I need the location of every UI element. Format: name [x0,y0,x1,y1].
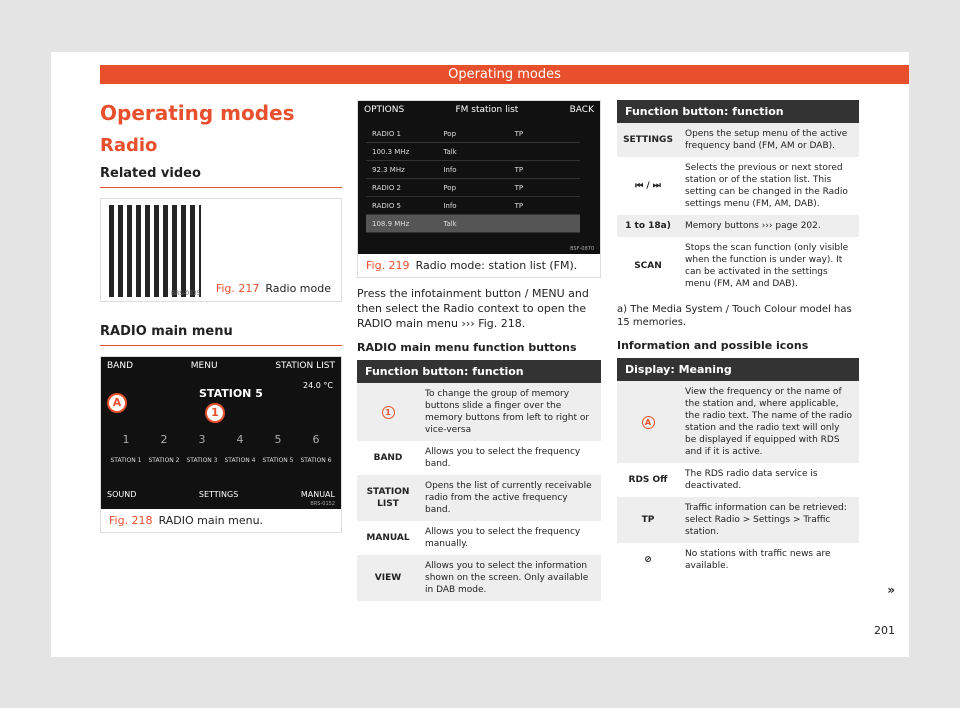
top-buttons [101,357,341,375]
display-table [617,358,859,577]
station-button[interactable]: STATION 6 [300,457,332,464]
tp: TP [514,130,524,138]
table-row [357,441,601,475]
figure-caption [216,282,331,295]
row-text: The RDS radio data service is deactivated. [685,469,818,491]
list-item[interactable] [366,215,580,233]
row-text: No stations with traffic news are available. [685,549,831,571]
function-table [357,360,601,601]
table-row [617,237,859,295]
row-text: To change the group of memory buttons slide a finger over the memory buttons from left to right or vice-versa [419,383,601,441]
table-row [617,215,859,237]
station: RADIO 1 [372,130,402,138]
sound-button[interactable]: SOUND [107,490,137,499]
list-item[interactable] [366,161,580,179]
bottom-buttons [107,490,335,499]
genre: Talk [443,220,457,228]
table-row [617,543,859,577]
list-item[interactable] [366,143,580,161]
station-button[interactable]: STATION 1 [110,457,142,464]
settings-button[interactable]: SETTINGS [198,490,239,499]
tp [509,215,580,232]
tp: TP [514,184,524,192]
row-text: View the frequency or the name of the station and, where applicable, the radio text. The name of the radio station and the radio text will only be displayed if equipped with RDS and if it is active. [679,381,859,463]
qr-code-icon[interactable] [109,205,201,297]
top-buttons [358,101,600,119]
table-row [357,383,601,441]
menu-button[interactable]: MENU [190,361,218,371]
list-item[interactable] [366,125,580,143]
table-row [617,381,859,463]
list-item[interactable] [366,179,580,197]
genre: Pop [443,130,457,138]
instruction-text: Press the infotainment button / MENU and then select the Radio context to open the RADIO main menu ››› Fig. 218. [357,287,589,330]
row-text: Opens the setup menu of the active frequency band (FM, AM or DAB). [679,123,859,157]
row-key: SCAN [634,261,662,271]
prev-next-icon: ⏮ / ⏭ [635,181,661,191]
station-name: STATION 5 [199,387,263,400]
table-row [357,475,601,521]
table-header: Display: Meaning [617,358,859,381]
genre: Info [443,202,457,210]
options-button[interactable]: OPTIONS [364,105,405,115]
row-key: TP [617,497,679,543]
table-row [617,497,859,543]
row-text: Opens the list of currently receivable radio from the active frequency band. [419,475,601,521]
row-text: Allows you to select the information shown on the screen. Only available in DAB mode. [419,555,601,601]
row-text: Allows you to select the frequency band. [425,447,581,469]
memory-stations [107,457,335,464]
row-text: Selects the previous or next stored station or of the station list. This setting can be changed in the Radio settings menu (FM, AM, DAB). [685,163,848,209]
no-traffic-icon: ⊘ [644,555,652,565]
genre: Info [443,166,457,174]
station-button[interactable]: STATION 3 [186,457,218,464]
table-row [617,463,859,497]
memory-numbers [107,433,335,446]
function-table-continued [617,100,859,295]
figure-number: Fig. 217 [215,282,260,295]
tp: TP [514,166,524,174]
row-key: VIEW [357,555,419,601]
row-text: Traffic information can be retrieved: select Radio > Settings > Traffic station. [679,497,859,543]
callout-a: A [642,416,655,429]
memory-number: 3 [198,433,206,446]
row-key: STATION LIST [357,475,419,521]
fm-list-screen [358,101,600,254]
figure-219 [357,100,601,278]
column-middle [357,100,601,601]
station: RADIO 5 [372,202,402,210]
table-row [357,555,601,601]
subtitle: Radio [100,135,158,156]
screen-title: FM station list [455,105,519,115]
table-heading: RADIO main menu function buttons [357,341,577,354]
figure-code: BRS-0152 [310,501,335,507]
station: 100.3 MHz [372,148,410,156]
station: 92.3 MHz [372,166,405,174]
page-title: Operating modes [100,101,295,125]
callout-1: 1 [205,403,225,423]
figure-218 [100,356,342,533]
temperature: 24.0 °C [303,381,333,390]
figure-217 [100,198,342,302]
table-header: Function button: function [617,100,859,123]
radio-screen [101,357,341,509]
table-row [617,123,859,157]
figure-code: BSF-0870 [570,246,594,252]
caption-text: RADIO main menu. [158,514,264,527]
row-key: MANUAL [366,533,410,543]
caption-text: Radio mode: station list (FM). [415,259,578,272]
figure-caption [358,254,600,277]
row-key: SETTINGS [617,123,679,157]
manual-button[interactable]: MANUAL [300,490,335,499]
genre: Pop [443,184,457,192]
footnote: a) The Media System / Touch Colour model has 15 memories. [617,304,852,328]
band-button[interactable]: BAND [107,361,133,371]
memory-number: 6 [312,433,320,446]
figure-code: BRS-0335 [171,290,201,297]
station-button[interactable]: STATION 4 [224,457,256,464]
figure-caption [101,509,341,532]
row-key: BAND [373,453,403,463]
manual-page [51,52,909,657]
caption-text: Radio mode [265,282,331,295]
station-list [366,125,580,233]
memory-number: 2 [160,433,168,446]
station: 108.9 MHz [372,220,410,228]
tp: TP [514,202,524,210]
table-header: Function button: function [357,360,601,383]
station-button[interactable]: STATION 2 [148,457,180,464]
row-text: Stops the scan function (only visible when the function is under way). It can be activated in the settings menu (FM, AM and DAB). [685,243,849,289]
section-heading: RADIO main menu [100,324,342,346]
memory-number: 1 [122,433,130,446]
memory-number: 5 [274,433,282,446]
table-heading: Information and possible icons [617,339,809,352]
list-item[interactable] [366,197,580,215]
figure-number: Fig. 219 [366,259,410,272]
column-right [617,100,859,577]
row-key: 1 to 18a) [617,215,679,237]
row-text: Allows you to select the frequency manually. [425,527,581,549]
page-number: 201 [874,624,895,637]
row-key: RDS Off [628,475,668,485]
section-header: Operating modes [100,65,909,84]
table-row [617,157,859,215]
tp [509,143,580,160]
memory-number: 4 [236,433,244,446]
continue-arrow-icon: » [887,583,895,597]
back-button[interactable]: BACK [569,105,594,115]
station: RADIO 2 [372,184,402,192]
callout-1: 1 [382,406,395,419]
genre: Talk [443,148,457,156]
station-button[interactable]: STATION 5 [262,457,294,464]
table-row [357,521,601,555]
figure-number: Fig. 218 [109,514,153,527]
related-video-heading: Related video [100,166,342,188]
column-left [100,100,342,533]
row-text: Memory buttons ››› page 202. [679,215,859,237]
station-list-button[interactable]: STATION LIST [275,361,335,371]
callout-a: A [107,393,127,413]
